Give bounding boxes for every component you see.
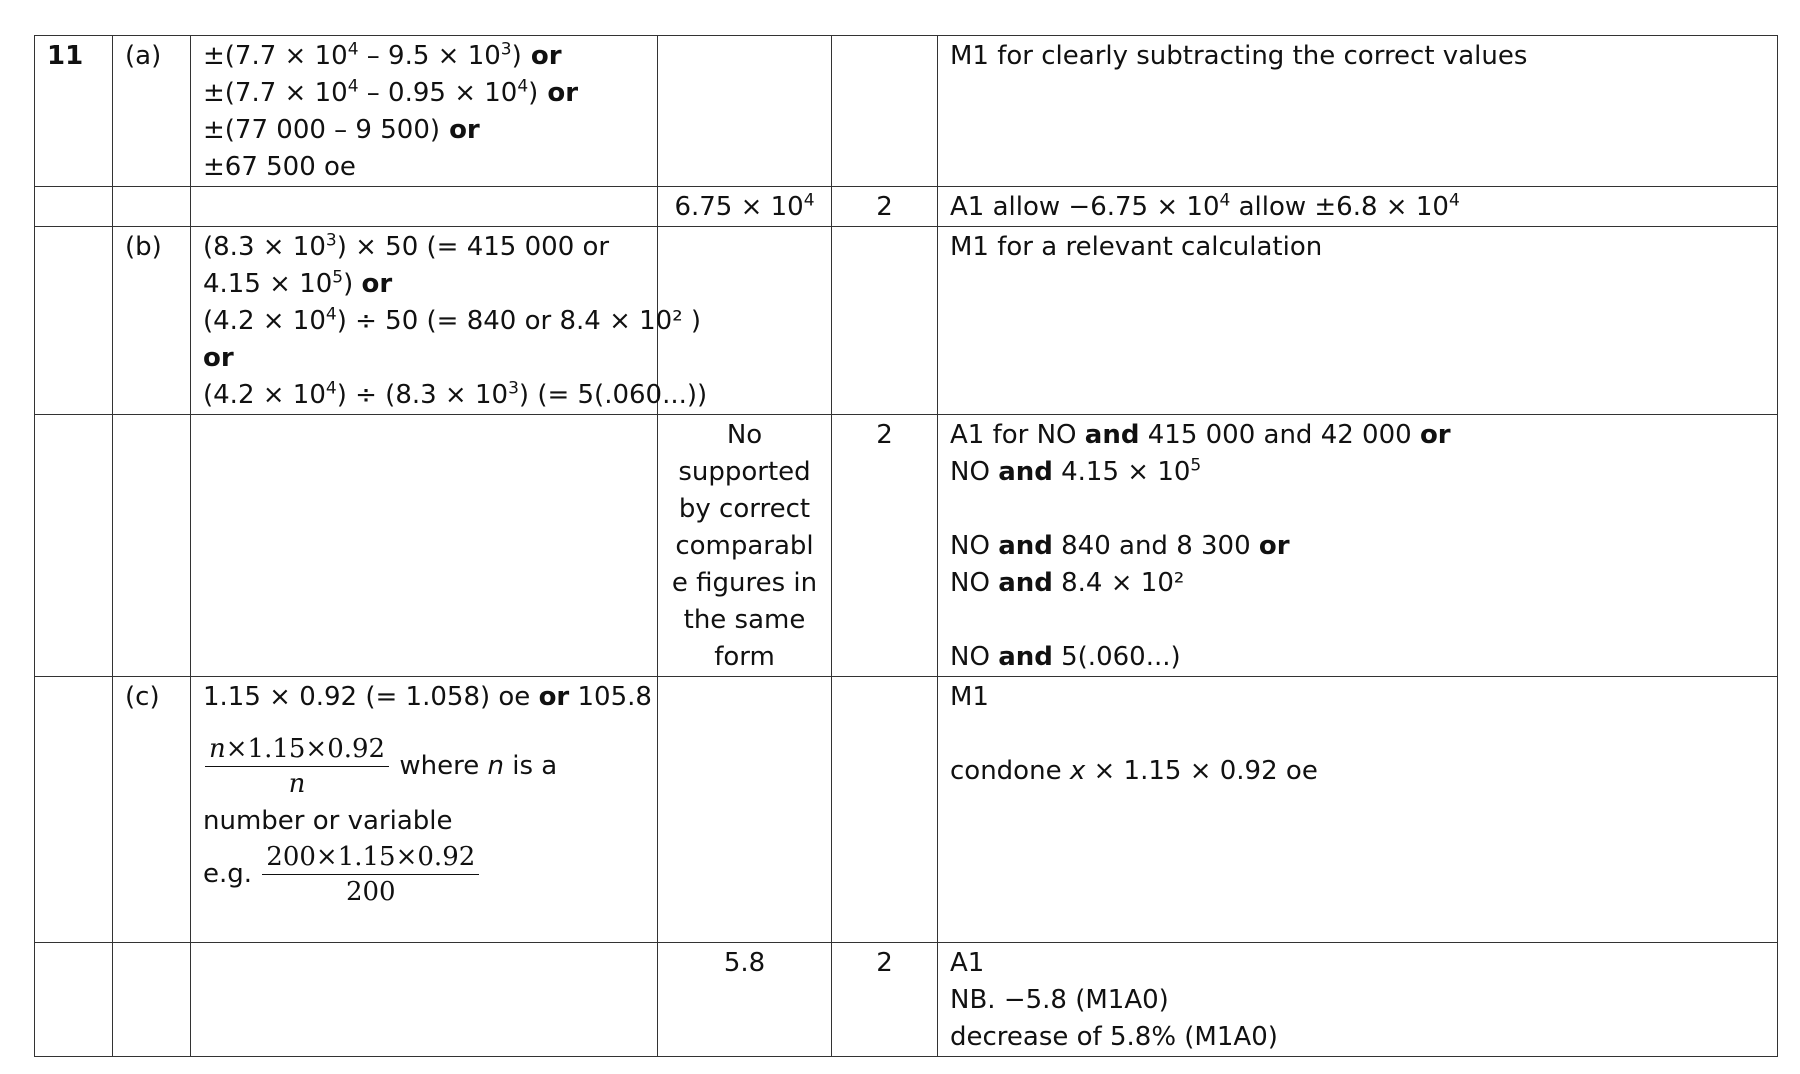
working-line: 1.15 × 0.92 (= 1.058) oe or 105.8 bbox=[203, 682, 652, 712]
working-cell bbox=[191, 677, 658, 943]
part-label: (a) bbox=[113, 36, 191, 187]
answer-cell: $6.75 \times 10^4$ bbox=[658, 187, 832, 227]
answer-cell: No supported by correct comparabl e figures in the same form bbox=[658, 415, 832, 677]
table-row bbox=[35, 677, 1778, 943]
table-row bbox=[35, 227, 1778, 415]
working-line: or bbox=[203, 343, 234, 373]
mark-cell bbox=[832, 36, 938, 187]
working-cell bbox=[191, 227, 708, 415]
guidance-cell: M1 for clearly subtracting the correct values bbox=[938, 36, 1778, 187]
fraction: $\frac{n\times 1.15\times 0.92}{n}$ bbox=[205, 732, 389, 801]
table-row bbox=[35, 415, 1778, 677]
mark-scheme-table bbox=[34, 35, 1778, 1057]
mark-cell: 2 bbox=[832, 943, 938, 1057]
guidance-cell: M1 for a relevant calculation bbox=[938, 227, 1778, 415]
part-label: (c) bbox=[113, 677, 191, 943]
working-line: $\frac{n\times 1.15\times 0.92}{n}$ where n is a bbox=[203, 732, 649, 801]
working-line: $(4.2 \times 10^4) \div 50$ (= 840 or 8.4 × 10² ) bbox=[203, 304, 702, 336]
guidance-cell: A1 allow $-6.75 \times 10^4$ allow $\pm 6.8 \times 10^4$ bbox=[938, 187, 1778, 227]
working-line: $(4.2 \times 10^4) \div (8.3 \times 10^3)$ (= 5(.060...)) bbox=[203, 378, 708, 410]
mark-cell: 2 bbox=[832, 415, 938, 677]
guidance-cell: A1 for NO and 415 000 and 42 000 or NO and $4.15 \times 10^5$ NO and 840 and 8 300 or NO and 8.4 × 10² NO and 5(.060...) bbox=[938, 415, 1778, 677]
working-line: ±67 500 oe bbox=[203, 152, 356, 182]
mark-cell: 2 bbox=[832, 187, 938, 227]
answer-cell: 5.8 bbox=[658, 943, 832, 1057]
working-line: ±(77 000 – 9 500) or bbox=[203, 115, 480, 145]
answer-cell bbox=[658, 36, 832, 187]
table-row bbox=[35, 187, 1778, 227]
table-row bbox=[35, 36, 1778, 187]
working-line: number or variable bbox=[203, 806, 453, 836]
working-line: $\pm(7.7 \times 10^4 - 0.95 \times 10^4)$ or bbox=[203, 76, 579, 108]
question-number: 11 bbox=[35, 36, 113, 187]
working-line: $\pm(7.7 \times 10^4 - 9.5 \times 10^3)$ or bbox=[203, 39, 562, 71]
table-row bbox=[35, 943, 1778, 1057]
working-line: $(8.3 \times 10^3) \times 50$ (= 415 000 or $4.15 \times 10^5$) or bbox=[203, 230, 610, 299]
part-label: (b) bbox=[113, 227, 191, 415]
guidance-cell: A1 NB. −5.8 (M1A0) decrease of 5.8% (M1A0) bbox=[938, 943, 1778, 1057]
fraction: $\frac{200\times 1.15\times 0.92}{200}$ bbox=[262, 840, 479, 909]
working-line: e.g. $\frac{200\times 1.15\times 0.92}{200}$ bbox=[203, 840, 649, 909]
guidance-cell: M1 condone x × 1.15 × 0.92 oe bbox=[938, 677, 1778, 943]
working-cell bbox=[191, 36, 658, 187]
